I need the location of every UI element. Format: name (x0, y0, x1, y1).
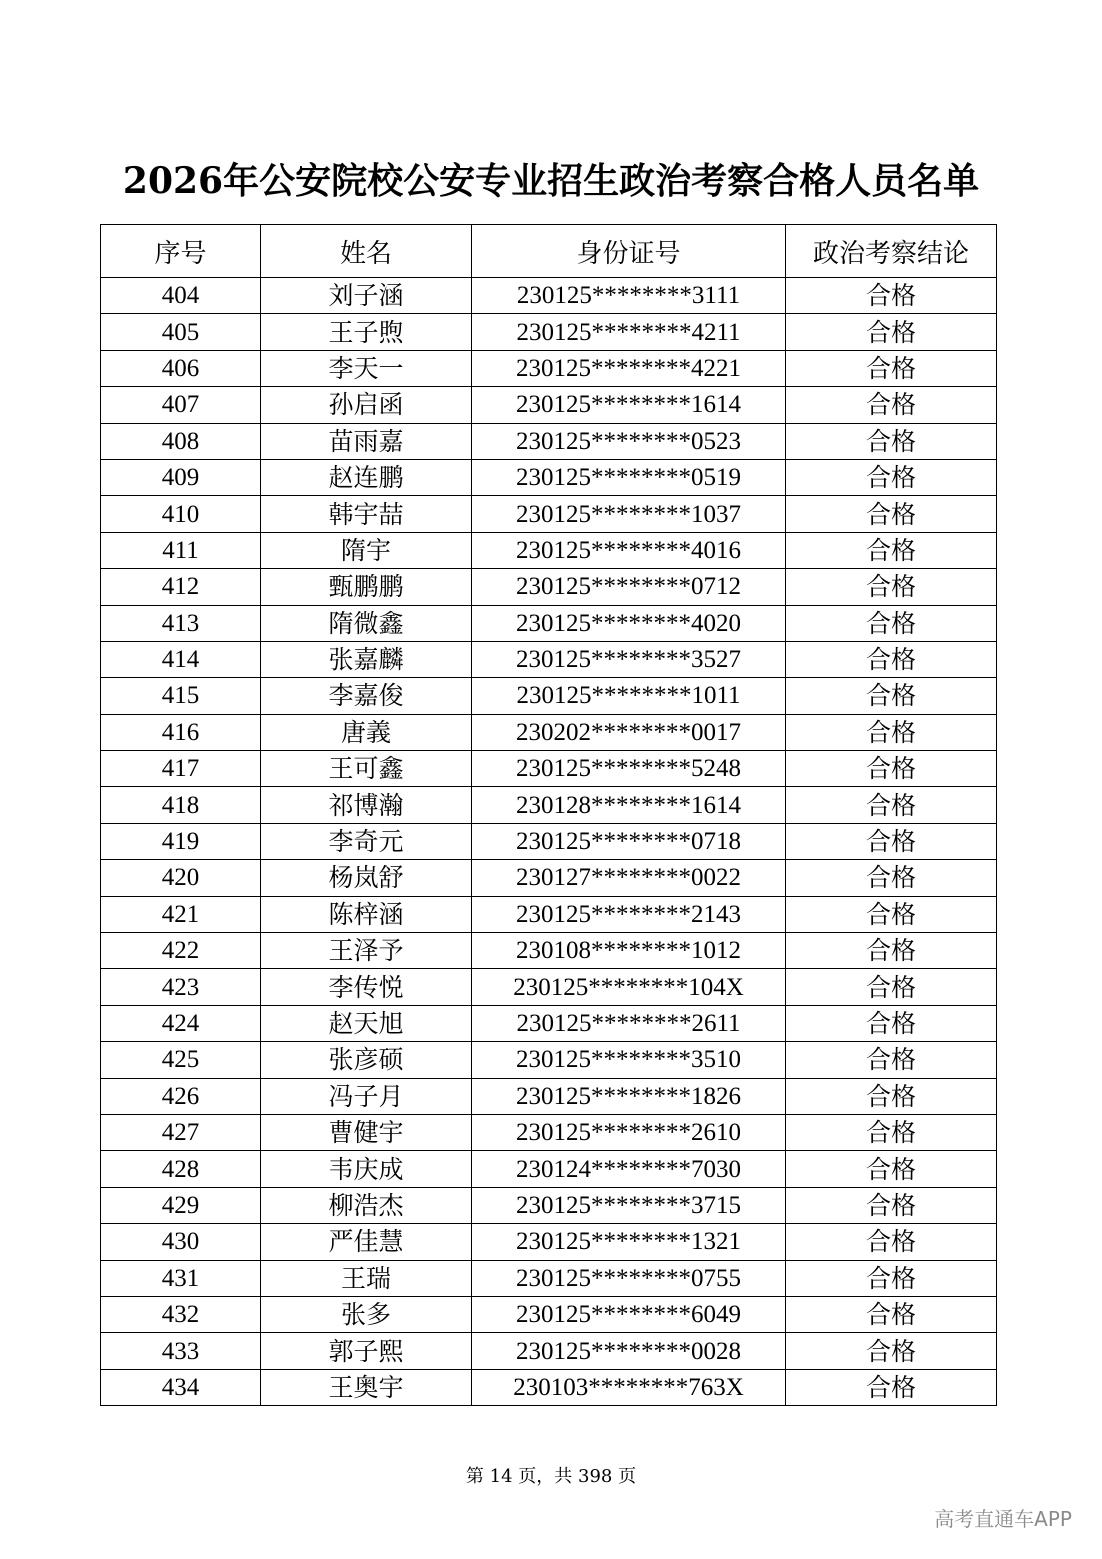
cell-name: 李传悦 (261, 969, 472, 1005)
cell-conclusion: 合格 (786, 350, 997, 386)
table-row (101, 278, 997, 314)
cell-id-number: 230127********0022 (472, 860, 786, 896)
table-row (101, 1333, 997, 1369)
cell-seq: 419 (101, 823, 261, 859)
cell-seq: 411 (101, 532, 261, 568)
cell-conclusion: 合格 (786, 1333, 997, 1369)
cell-seq: 433 (101, 1333, 261, 1369)
cell-conclusion: 合格 (786, 1078, 997, 1114)
table-row (101, 423, 997, 459)
cell-seq: 406 (101, 350, 261, 386)
cell-seq: 413 (101, 605, 261, 641)
cell-seq: 405 (101, 314, 261, 350)
cell-id-number: 230125********0523 (472, 423, 786, 459)
cell-conclusion: 合格 (786, 278, 997, 314)
cell-name: 刘子涵 (261, 278, 472, 314)
cell-seq: 424 (101, 1005, 261, 1041)
table-row (101, 1114, 997, 1150)
cell-id-number: 230125********1321 (472, 1224, 786, 1260)
cell-id-number: 230108********1012 (472, 933, 786, 969)
cell-id-number: 230125********1011 (472, 678, 786, 714)
cell-name: 韩宇喆 (261, 496, 472, 532)
cell-name: 李天一 (261, 350, 472, 386)
header-conclusion: 政治考察结论 (786, 225, 997, 278)
cell-conclusion: 合格 (786, 1296, 997, 1332)
cell-seq: 408 (101, 423, 261, 459)
app-watermark: 高考直通车APP (934, 1507, 1072, 1531)
cell-name: 杨岚舒 (261, 860, 472, 896)
table-row (101, 605, 997, 641)
cell-id-number: 230128********1614 (472, 787, 786, 823)
cell-name: 韦庆成 (261, 1151, 472, 1187)
cell-seq: 430 (101, 1224, 261, 1260)
table-row (101, 1296, 997, 1332)
table-row (101, 860, 997, 896)
cell-id-number: 230125********1037 (472, 496, 786, 532)
cell-seq: 417 (101, 751, 261, 787)
cell-name: 严佳慧 (261, 1224, 472, 1260)
cell-name: 张嘉麟 (261, 641, 472, 677)
cell-id-number: 230125********0519 (472, 459, 786, 495)
cell-conclusion: 合格 (786, 387, 997, 423)
cell-id-number: 230125********3111 (472, 278, 786, 314)
cell-id-number: 230125********2610 (472, 1114, 786, 1150)
table-row (101, 496, 997, 532)
cell-seq: 426 (101, 1078, 261, 1114)
cell-seq: 432 (101, 1296, 261, 1332)
cell-id-number: 230125********4211 (472, 314, 786, 350)
table-body (101, 278, 997, 1406)
table-row (101, 387, 997, 423)
cell-conclusion: 合格 (786, 1369, 997, 1405)
cell-conclusion: 合格 (786, 532, 997, 568)
cell-id-number: 230125********0712 (472, 569, 786, 605)
cell-id-number: 230202********0017 (472, 714, 786, 750)
table-row (101, 350, 997, 386)
cell-conclusion: 合格 (786, 459, 997, 495)
table-header-row (101, 225, 997, 278)
cell-seq: 428 (101, 1151, 261, 1187)
cell-seq: 407 (101, 387, 261, 423)
cell-conclusion: 合格 (786, 896, 997, 932)
header-seq: 序号 (101, 225, 261, 278)
table-row (101, 1187, 997, 1223)
table-row (101, 678, 997, 714)
document-title: 2026年公安院校公安专业招生政治考察合格人员名单 (122, 160, 980, 202)
cell-conclusion: 合格 (786, 1151, 997, 1187)
cell-name: 张彦硕 (261, 1042, 472, 1078)
cell-seq: 412 (101, 569, 261, 605)
cell-id-number: 230125********1614 (472, 387, 786, 423)
table-row (101, 969, 997, 1005)
cell-conclusion: 合格 (786, 823, 997, 859)
cell-seq: 414 (101, 641, 261, 677)
cell-id-number: 230103********763X (472, 1369, 786, 1405)
cell-name: 苗雨嘉 (261, 423, 472, 459)
cell-id-number: 230125********104X (472, 969, 786, 1005)
cell-id-number: 230125********3510 (472, 1042, 786, 1078)
table-row (101, 933, 997, 969)
cell-id-number: 230125********4016 (472, 532, 786, 568)
cell-conclusion: 合格 (786, 1224, 997, 1260)
cell-name: 王奥宇 (261, 1369, 472, 1405)
cell-name: 曹健宇 (261, 1114, 472, 1150)
page-footer: 第 14 页，共 398 页 (465, 1466, 637, 1487)
cell-name: 甄鹏鹏 (261, 569, 472, 605)
table-row (101, 1078, 997, 1114)
cell-conclusion: 合格 (786, 787, 997, 823)
table-row (101, 532, 997, 568)
cell-id-number: 230125********3527 (472, 641, 786, 677)
cell-seq: 409 (101, 459, 261, 495)
cell-name: 孙启函 (261, 387, 472, 423)
cell-seq: 427 (101, 1114, 261, 1150)
cell-conclusion: 合格 (786, 751, 997, 787)
cell-id-number: 230125********2143 (472, 896, 786, 932)
cell-seq: 434 (101, 1369, 261, 1405)
cell-conclusion: 合格 (786, 423, 997, 459)
cell-conclusion: 合格 (786, 496, 997, 532)
cell-id-number: 230125********2611 (472, 1005, 786, 1041)
cell-seq: 423 (101, 969, 261, 1005)
cell-conclusion: 合格 (786, 314, 997, 350)
cell-name: 张多 (261, 1296, 472, 1332)
cell-name: 王子煦 (261, 314, 472, 350)
cell-conclusion: 合格 (786, 1042, 997, 1078)
cell-conclusion: 合格 (786, 860, 997, 896)
cell-id-number: 230125********6049 (472, 1296, 786, 1332)
cell-conclusion: 合格 (786, 1187, 997, 1223)
cell-id-number: 230125********0028 (472, 1333, 786, 1369)
table-row (101, 823, 997, 859)
cell-name: 隋宇 (261, 532, 472, 568)
table-row (101, 1042, 997, 1078)
table-row (101, 787, 997, 823)
cell-id-number: 230125********4221 (472, 350, 786, 386)
cell-id-number: 230124********7030 (472, 1151, 786, 1187)
cell-id-number: 230125********0718 (472, 823, 786, 859)
cell-seq: 431 (101, 1260, 261, 1296)
table-row (101, 569, 997, 605)
table-row (101, 1005, 997, 1041)
cell-conclusion: 合格 (786, 1114, 997, 1150)
cell-name: 冯子月 (261, 1078, 472, 1114)
cell-conclusion: 合格 (786, 641, 997, 677)
cell-id-number: 230125********1826 (472, 1078, 786, 1114)
cell-name: 陈梓涵 (261, 896, 472, 932)
cell-seq: 422 (101, 933, 261, 969)
header-name: 姓名 (261, 225, 472, 278)
cell-name: 郭子熙 (261, 1333, 472, 1369)
table-row (101, 751, 997, 787)
cell-name: 李奇元 (261, 823, 472, 859)
cell-seq: 421 (101, 896, 261, 932)
table-row (101, 714, 997, 750)
cell-seq: 418 (101, 787, 261, 823)
cell-conclusion: 合格 (786, 1005, 997, 1041)
cell-conclusion: 合格 (786, 714, 997, 750)
cell-name: 李嘉俊 (261, 678, 472, 714)
cell-name: 赵天旭 (261, 1005, 472, 1041)
cell-seq: 420 (101, 860, 261, 896)
table-row (101, 1224, 997, 1260)
table-row (101, 641, 997, 677)
cell-id-number: 230125********4020 (472, 605, 786, 641)
cell-name: 赵连鹏 (261, 459, 472, 495)
cell-conclusion: 合格 (786, 969, 997, 1005)
cell-id-number: 230125********5248 (472, 751, 786, 787)
cell-name: 唐義 (261, 714, 472, 750)
roster-table (100, 224, 997, 1406)
table-row (101, 1260, 997, 1296)
cell-name: 柳浩杰 (261, 1187, 472, 1223)
cell-name: 王瑞 (261, 1260, 472, 1296)
cell-id-number: 230125********3715 (472, 1187, 786, 1223)
table-row (101, 1369, 997, 1405)
cell-seq: 404 (101, 278, 261, 314)
table-row (101, 459, 997, 495)
cell-seq: 425 (101, 1042, 261, 1078)
table-row (101, 896, 997, 932)
table-row (101, 1151, 997, 1187)
cell-conclusion: 合格 (786, 678, 997, 714)
cell-id-number: 230125********0755 (472, 1260, 786, 1296)
cell-name: 王可鑫 (261, 751, 472, 787)
cell-conclusion: 合格 (786, 569, 997, 605)
cell-seq: 415 (101, 678, 261, 714)
cell-seq: 416 (101, 714, 261, 750)
header-id-number: 身份证号 (472, 225, 786, 278)
table-row (101, 314, 997, 350)
cell-name: 祁博瀚 (261, 787, 472, 823)
cell-name: 王泽予 (261, 933, 472, 969)
cell-seq: 410 (101, 496, 261, 532)
cell-seq: 429 (101, 1187, 261, 1223)
cell-name: 隋微鑫 (261, 605, 472, 641)
cell-conclusion: 合格 (786, 933, 997, 969)
cell-conclusion: 合格 (786, 1260, 997, 1296)
cell-conclusion: 合格 (786, 605, 997, 641)
